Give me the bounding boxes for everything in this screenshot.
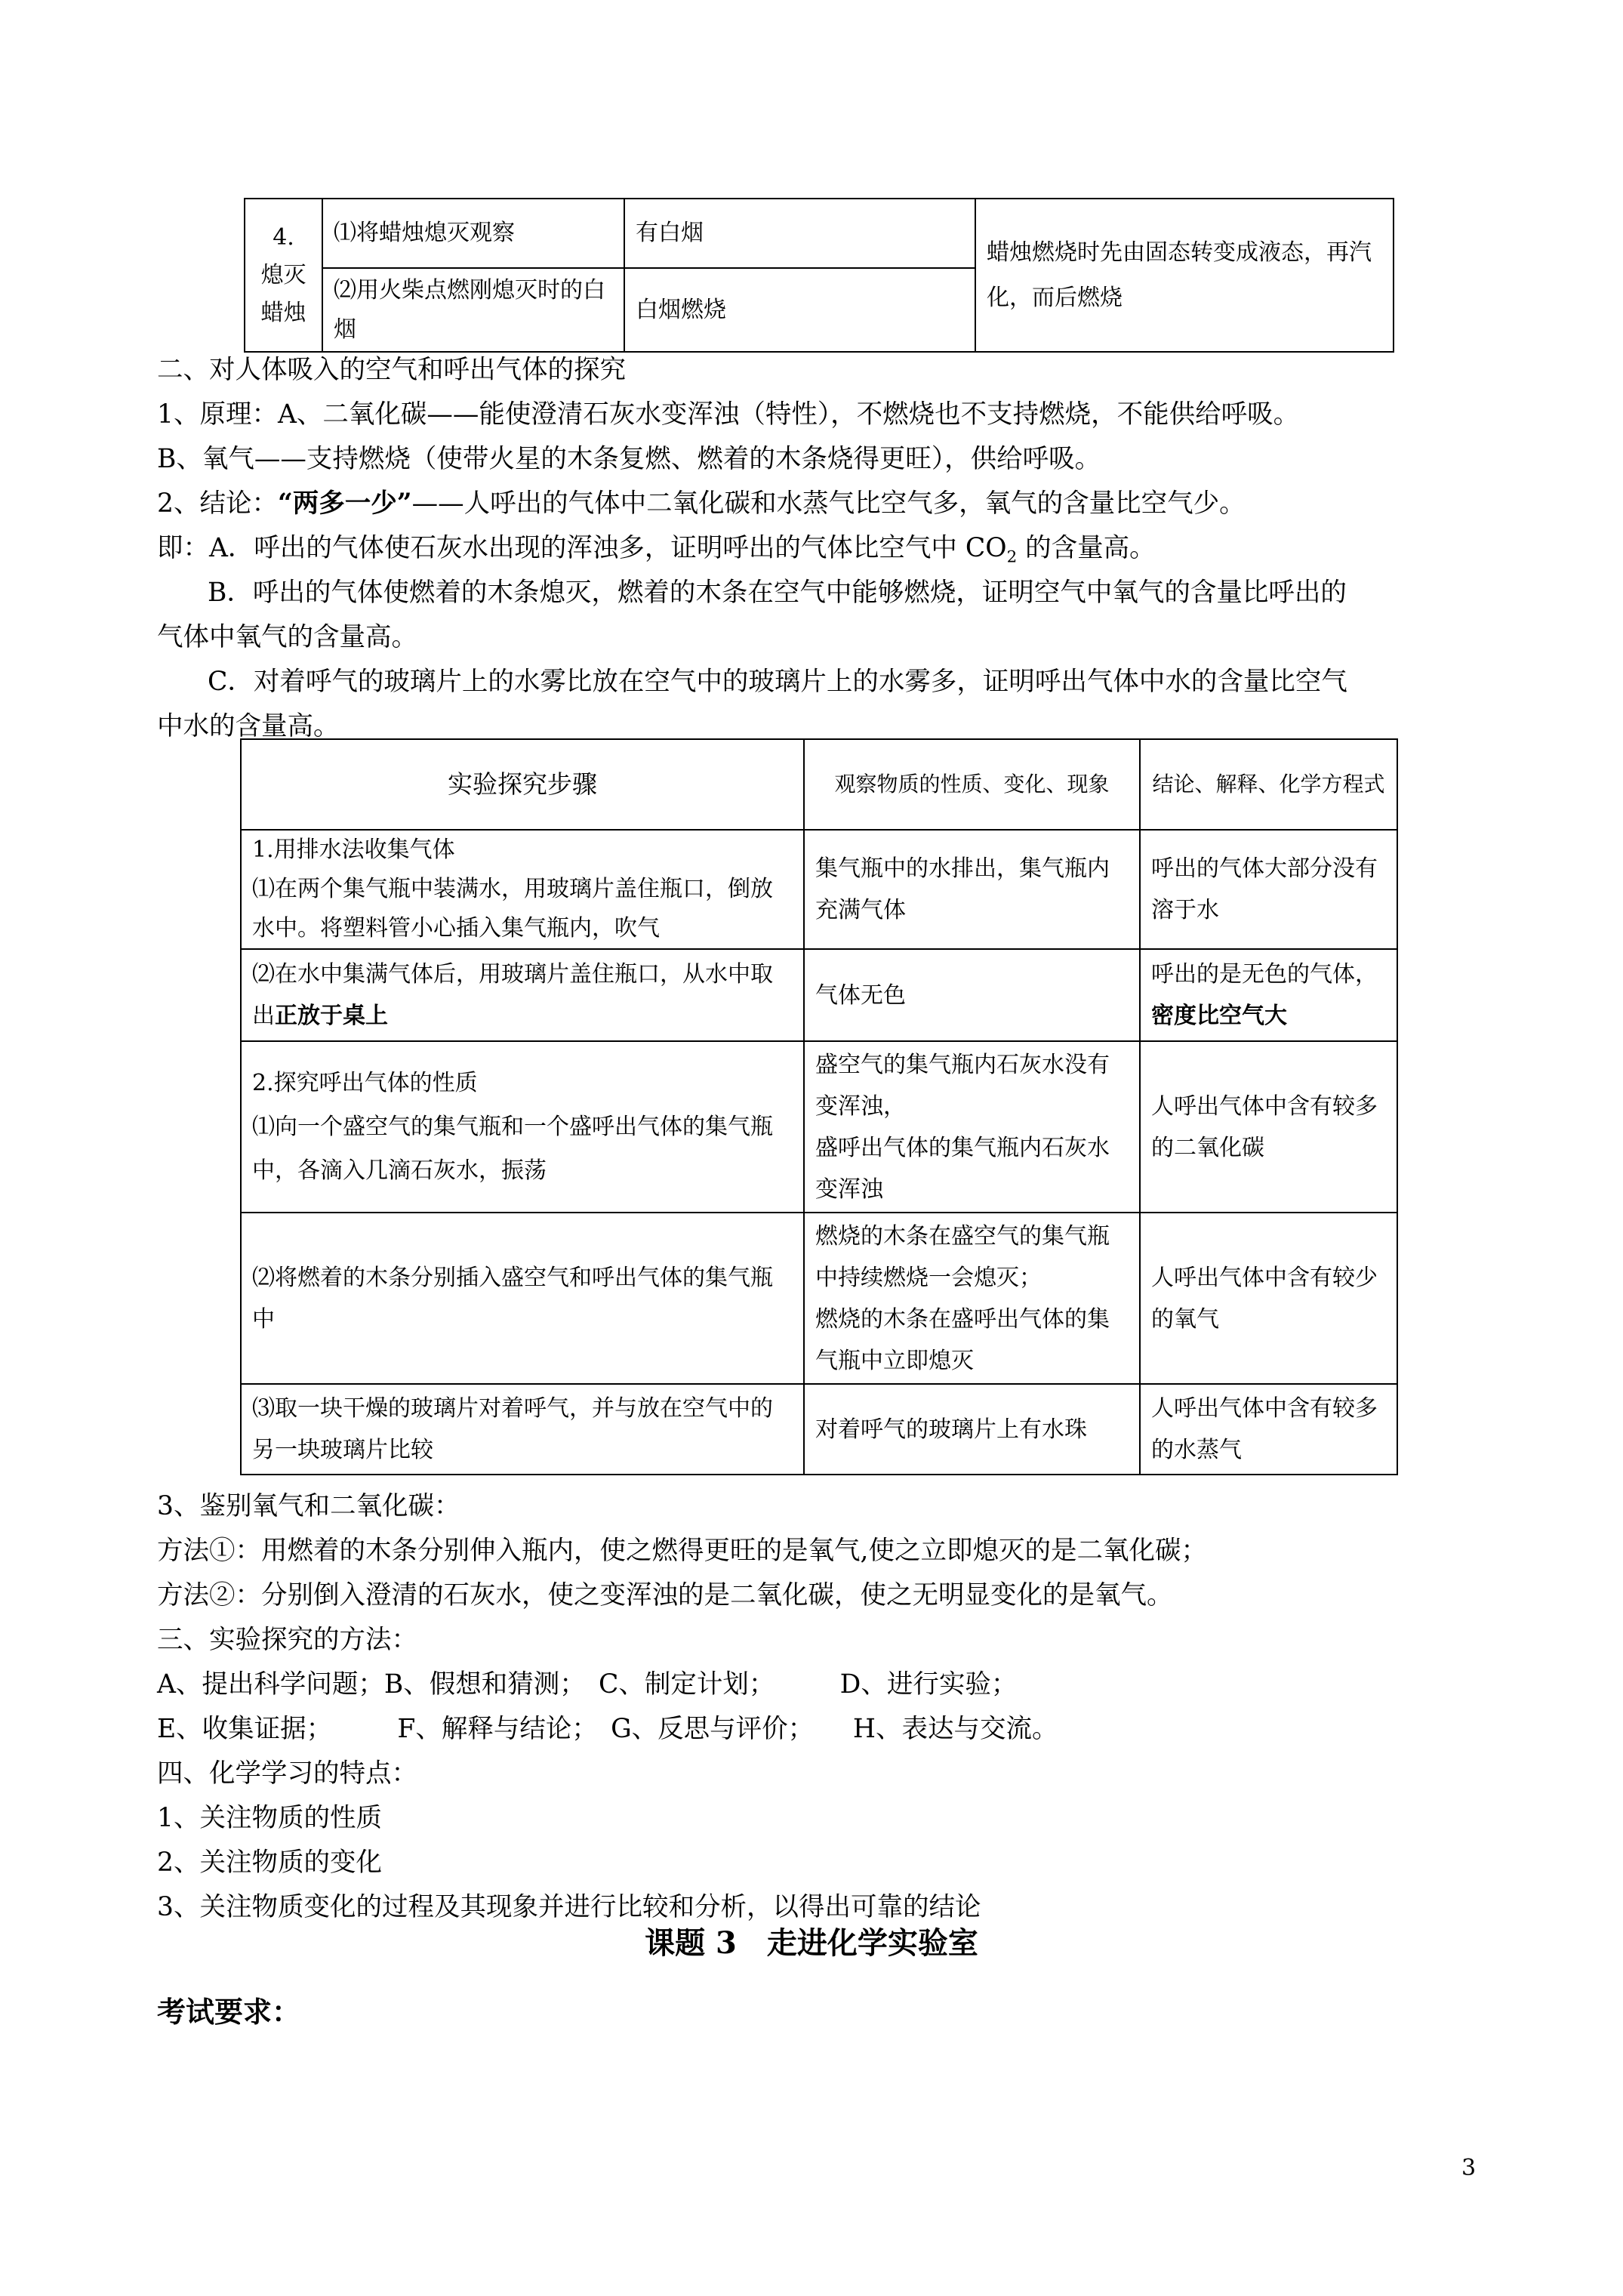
- exam-requirements-heading: 考试要求：: [157, 1995, 301, 2029]
- methods-line1: A、提出科学问题；B、假想和猜测； C、制定计划； D、进行实验；: [157, 1669, 1018, 1700]
- point-b-line1: B．呼出的气体使燃着的木条熄灭，燃着的木条在空气中能够燃烧，证明空气中氧气的含量比呼出的: [208, 578, 1347, 608]
- methods-line2: E、收集证据； F、解释与结论； G、反思与评价； H、表达与交流。: [157, 1714, 1058, 1744]
- principle-a: 1、原理：A、二氧化碳——能使澄清石灰水变浑浊（特性），不燃烧也不支持燃烧，不能供给呼吸。: [157, 399, 1300, 430]
- step-cell: ⑶取一块干燥的玻璃片对着呼气，并与放在空气中的另一块玻璃片比较: [241, 1384, 804, 1475]
- point-a-text: 即：A．呼出的气体使石灰水出现的浑浊多，证明呼出的气体比空气中 CO: [157, 533, 1007, 563]
- methods-heading: 三、实验探究的方法：: [157, 1625, 417, 1655]
- step-cell: 1.用排水法收集气体 ⑴在两个集气瓶中装满水，用玻璃片盖住瓶口，倒放水中。将塑料管小心插入集气瓶内，吹气: [241, 830, 804, 949]
- step-cell: [241, 949, 804, 1041]
- operation-cell: ⑴将蜡烛熄灭观察: [322, 199, 624, 268]
- section-heading: 二、对人体吸入的空气和呼出气体的探究: [157, 355, 626, 385]
- observation-cell: 燃烧的木条在盛空气的集气瓶中持续燃烧一会熄灭； 燃烧的木条在盛呼出气体的集气瓶中立即熄灭: [804, 1213, 1140, 1384]
- conclusion-cell: 呼出的气体大部分没有溶于水: [1140, 830, 1397, 949]
- observation-cell: 对着呼气的玻璃片上有水珠: [804, 1384, 1140, 1475]
- conclusion-cell: 人呼出气体中含有较少的氧气: [1140, 1213, 1397, 1384]
- identify-heading: 3、鉴别氧气和二氧化碳：: [157, 1491, 460, 1521]
- conclusion-bold-text: 密度比空气大: [1151, 1003, 1287, 1029]
- point-c-line2: 中水的含量高。: [157, 711, 340, 741]
- lesson-title: 课题 3 走进化学实验室: [645, 1925, 978, 1961]
- candle-experiment-table: [244, 198, 1394, 353]
- method-2: 方法②：分别倒入澄清的石灰水，使之变浑浊的是二氧化碳，使之无明显变化的是氧气。: [157, 1580, 1173, 1610]
- operation-cell: ⑵用火柴点燃刚熄灭时的白烟: [322, 268, 624, 352]
- observation-cell: 气体无色: [804, 949, 1140, 1041]
- step-name-line1: 熄灭: [260, 261, 306, 288]
- co2-subscript: 2: [1006, 547, 1018, 567]
- step-cell: 2.探究呼出气体的性质 ⑴向一个盛空气的集气瓶和一个盛呼出气体的集气瓶中，各滴入几滴石灰水，振荡: [241, 1041, 804, 1213]
- header-observation: 观察物质的性质、变化、现象: [804, 739, 1140, 830]
- observation-cell: 有白烟: [624, 199, 975, 268]
- point-a-end: 的含量高。: [1017, 533, 1156, 563]
- feature-item: 3、关注物质变化的过程及其现象并进行比较和分析，以得出可靠的结论: [157, 1892, 981, 1922]
- step-bold-text: 正放于桌上: [275, 1003, 388, 1029]
- conclusion-text: 呼出的是无色的气体，: [1151, 961, 1378, 988]
- conclusion-rest: ——人呼出的气体中二氧化碳和水蒸气比空气多，氧气的含量比空气少。: [411, 488, 1246, 519]
- conclusion-cell: [1140, 949, 1397, 1041]
- observation-cell: 白烟燃烧: [624, 268, 975, 352]
- conclusion-cell: 人呼出气体中含有较多的水蒸气: [1140, 1384, 1397, 1475]
- point-b-line2: 气体中氧气的含量高。: [157, 622, 417, 652]
- step-text: ⑵在水中集满气体后，用玻璃片盖住瓶口，从水中取出: [252, 961, 773, 1029]
- step-name-line2: 蜡烛: [260, 299, 306, 326]
- breath-experiment-table: [240, 738, 1398, 1475]
- feature-item: 2、关注物质的变化: [157, 1848, 382, 1878]
- conclusion-cell: 蜡烛燃烧时先由固态转变成液态，再汽化，而后燃烧: [975, 199, 1394, 352]
- features-heading: 四、化学学习的特点：: [157, 1758, 417, 1789]
- header-conclusion: 结论、解释、化学方程式: [1140, 739, 1397, 830]
- point-a: [157, 532, 1156, 565]
- feature-item: 1、关注物质的性质: [157, 1803, 382, 1833]
- conclusion-line: [157, 487, 1246, 520]
- step-number: 4.: [273, 223, 294, 251]
- page-number: 3: [1461, 2155, 1477, 2181]
- method-1: 方法①：用燃着的木条分别伸入瓶内，使之燃得更旺的是氧气,使之立即熄灭的是二氧化碳；: [157, 1536, 1207, 1566]
- principle-b: B、氧气——支持燃烧（使带火星的木条复燃、燃着的木条烧得更旺），供给呼吸。: [157, 444, 1101, 474]
- conclusion-prefix: 2、结论：: [157, 488, 278, 519]
- header-steps: 实验探究步骤: [241, 739, 804, 830]
- conclusion-cell: 人呼出气体中含有较多的二氧化碳: [1140, 1041, 1397, 1213]
- step-label-cell: [245, 199, 322, 352]
- point-c-line1: C．对着呼气的玻璃片上的水雾比放在空气中的玻璃片上的水雾多，证明呼出气体中水的含量比空气: [208, 667, 1347, 697]
- step-cell: ⑵将燃着的木条分别插入盛空气和呼出气体的集气瓶中: [241, 1213, 804, 1384]
- observation-cell: 集气瓶中的水排出，集气瓶内充满气体: [804, 830, 1140, 949]
- observation-cell: 盛空气的集气瓶内石灰水没有变浑浊， 盛呼出气体的集气瓶内石灰水变浑浊: [804, 1041, 1140, 1213]
- conclusion-quote: “两多一少”: [277, 488, 412, 519]
